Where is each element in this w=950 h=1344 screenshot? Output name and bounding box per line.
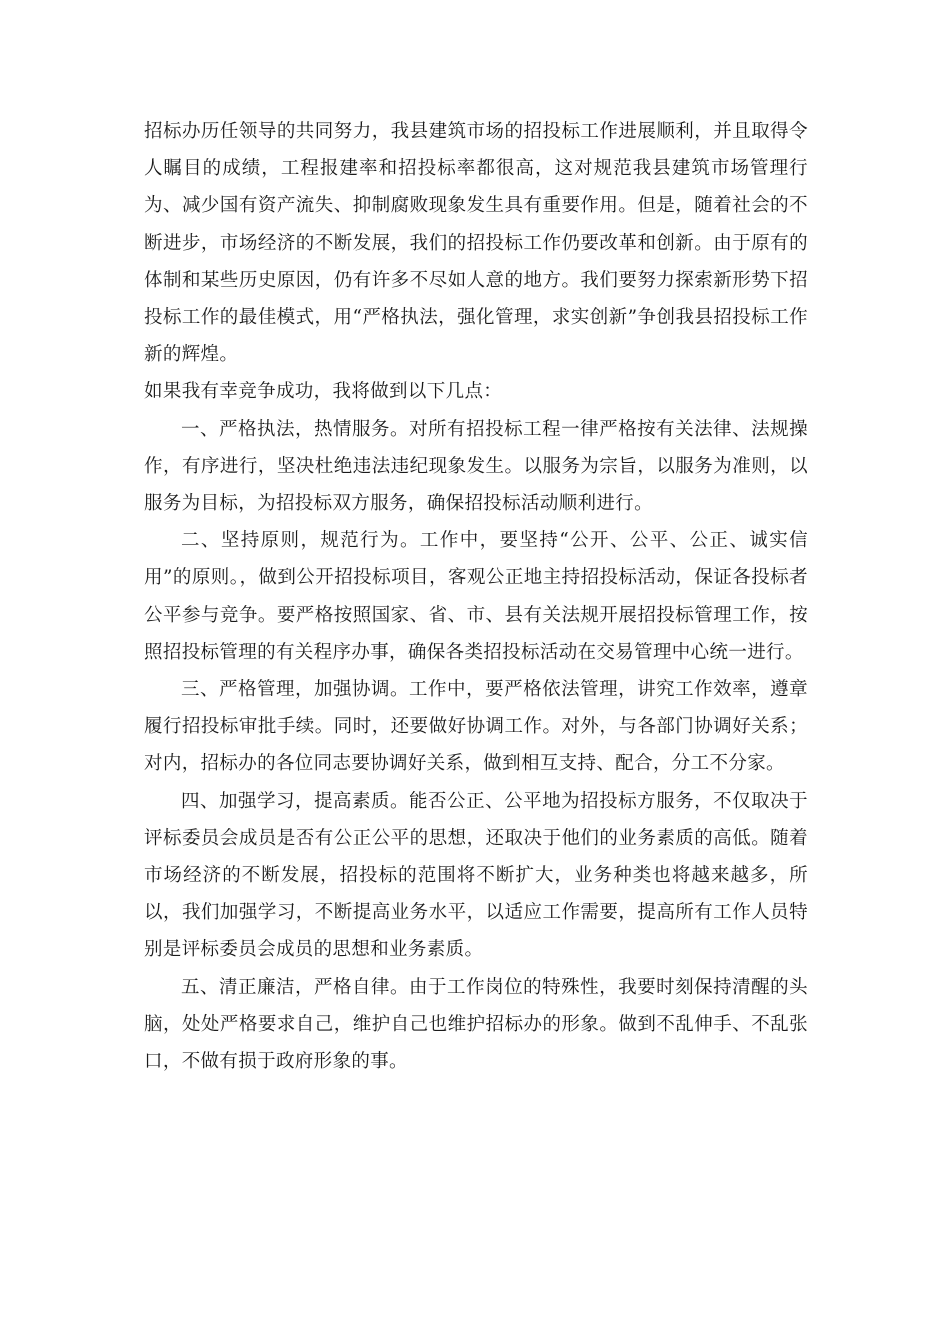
paragraph-point-5: 五、清正廉洁，严格自律。由于工作岗位的特殊性，我要时刻保持清醒的头脑，处处严格要求自己，维护自己也维护招标办的形象。做到不乱伸手、不乱张口，不做有损于政府形象的事。 (144, 976, 808, 1073)
paragraph-point-4: 四、加强学习，提高素质。能否公正、公平地为招投标方服务，不仅取决于评标委员会成员是否有公正公平的思想，还取决于他们的业务素质的高低。随着市场经济的不断发展，招投标的范围将不断扩大，业务种类也将越来越多，所以，我们加强学习，不断提高业务水平，以适应工作需要，提高所有工作人员特别是评标委员会成员的思想和业务素质。 (144, 790, 808, 961)
document-body (144, 113, 808, 1080)
paragraph-point-1: 一、严格执法，热情服务。对所有招投标工程一律严格按有关法律、法规操作，有序进行，坚决杜绝违法违纪现象发生。以服务为宗旨，以服务为准则，以服务为目标，为招投标双方服务，确保招投标活动顺利进行。 (144, 418, 808, 515)
paragraph-point-3: 三、严格管理，加强协调。工作中，要严格依法管理，讲究工作效率，遵章履行招投标审批手续。同时，还要做好协调工作。对外，与各部门协调好关系；对内，招标办的各位同志要协调好关系，做到相互支持、配合，分工不分家。 (144, 679, 808, 775)
paragraph-intro: 招标办历任领导的共同努力，我县建筑市场的招投标工作进展顺利，并且取得令人瞩目的成绩，工程报建率和招投标率都很高，这对规范我县建筑市场管理行为、减少国有资产流失、抑制腐败现象发生具有重要作用。但是，随着社会的不断进步，市场经济的不断发展，我们的招投标工作仍要改革和创新。由于原有的体制和某些历史原因，仍有许多不尽如人意的地方。我们要努力探索新形势下招投标工作的最佳模式，用“严格执法，强化管理，求实创新”争创我县招投标工作新的辉煌。 (144, 121, 808, 366)
paragraph-point-2: 二、坚持原则，规范行为。工作中，要坚持“公开、公平、公正、诚实信用”的原则。，做到公开招投标项目，客观公正地主持招投标活动，保证各投标者公平参与竞争。要严格按照国家、省、市、县有关法规开展招投标管理工作，按照招投标管理的有关程序办事，确保各类招投标活动在交易管理中心统一进行。 (144, 530, 808, 663)
paragraph-lead-in: 如果我有幸竞争成功，我将做到以下几点： (144, 381, 503, 403)
